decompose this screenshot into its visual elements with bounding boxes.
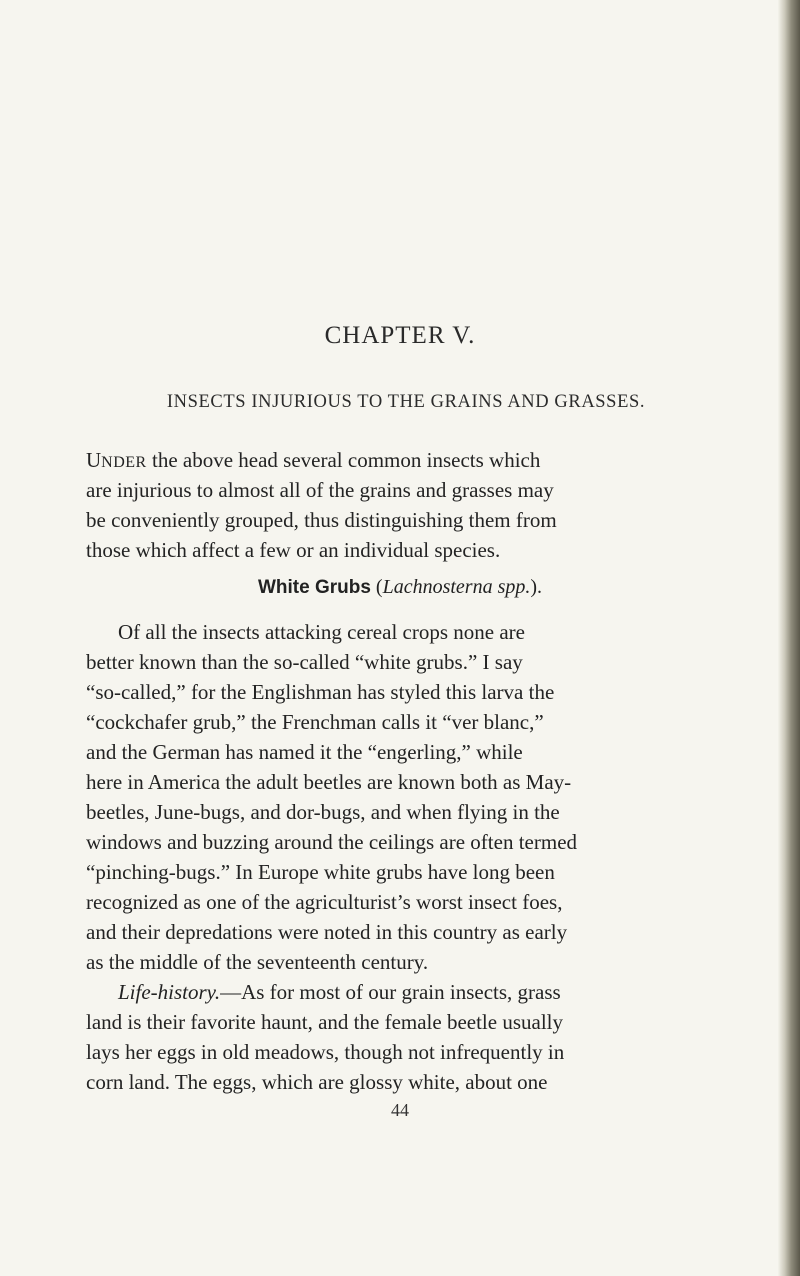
subheading-close: ).: [530, 576, 543, 598]
page-number: 44: [391, 1100, 409, 1120]
chapter-heading: CHAPTER V.: [324, 322, 476, 349]
body-line: as the middle of the seventeenth century.: [86, 950, 429, 974]
page-edge-shadow: [778, 0, 800, 1276]
dropcap-letter: U: [86, 448, 102, 472]
body-line: and their depredations were noted in this country as early: [86, 920, 568, 944]
life-history-label: Life-history.: [118, 980, 221, 1004]
subheading-bold: White Grubs: [257, 577, 371, 598]
life-history-text: —As for most of our grain insects, grass: [220, 980, 561, 1004]
intro-line-1: [86, 448, 540, 473]
body-line: “so-called,” for the Englishman has styled this larva the: [86, 680, 555, 704]
intro-line-3: be conveniently grouped, thus distinguishing them from: [86, 508, 557, 532]
intro-line-1-rest: the above head several common insects which: [146, 448, 541, 472]
body-line: beetles, June-bugs, and dor-bugs, and when flying in the: [86, 800, 560, 824]
subheading-open: (: [370, 576, 383, 598]
dropcap-rest: NDER: [101, 454, 147, 471]
subheading: [0, 576, 800, 599]
body-line: better known than the so-called “white grubs.” I say: [86, 650, 523, 674]
intro-line-4: those which affect a few or an individual species.: [86, 538, 501, 562]
body-line: lays her eggs in old meadows, though not infrequently in: [86, 1040, 565, 1064]
section-title: INSECTS INJURIOUS TO THE GRAINS AND GRASSES.: [166, 392, 646, 412]
body-line: recognized as one of the agriculturist’s worst insect foes,: [86, 890, 563, 914]
body-line: Of all the insects attacking cereal crops none are: [118, 620, 525, 644]
body-line: windows and buzzing around the ceilings are often termed: [86, 830, 578, 854]
body-line: land is their favorite haunt, and the female beetle usually: [86, 1010, 563, 1034]
subheading-italic: Lachnosterna spp.: [382, 576, 531, 598]
body-line: “pinching-bugs.” In Europe white grubs have long been: [86, 860, 555, 884]
body-line: “cockchafer grub,” the Frenchman calls it “ver blanc,”: [86, 710, 544, 734]
intro-line-2: are injurious to almost all of the grains and grasses may: [86, 478, 554, 502]
body-line: and the German has named it the “engerling,” while: [86, 740, 523, 764]
life-history-line: [118, 980, 561, 1005]
body-line: corn land. The eggs, which are glossy white, about one: [86, 1070, 548, 1094]
body-line: here in America the adult beetles are known both as May-: [86, 770, 572, 794]
